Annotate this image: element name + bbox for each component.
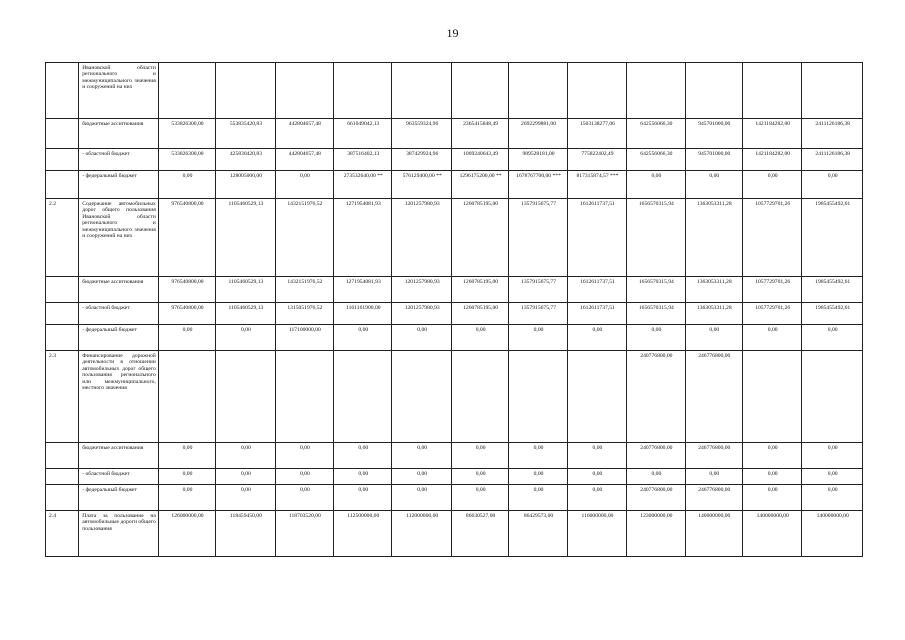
value-cell: 0,00	[392, 443, 451, 469]
value-cell: 0,00	[685, 469, 742, 485]
row-index-cell	[46, 277, 79, 303]
value-cell: 1656570315,94	[627, 199, 685, 277]
value-cell: 0,00	[334, 485, 392, 511]
value-cell: 1260785195,00	[451, 277, 508, 303]
value-cell: 0,00	[802, 469, 863, 485]
value-cell: 1105460529,13	[216, 199, 275, 277]
table-row	[46, 199, 863, 277]
value-cell: 0,00	[216, 443, 275, 469]
row-label-cell: - федеральный бюджет	[79, 325, 159, 351]
value-cell: 140000000,00	[802, 511, 863, 557]
value-cell: 0,00	[392, 469, 451, 485]
value-cell	[275, 63, 333, 119]
value-cell: 112500000,00	[334, 511, 392, 557]
value-cell: 0,00	[627, 325, 685, 351]
value-cell: 1363053311,28	[685, 199, 742, 277]
value-cell: 387516402,13	[334, 149, 392, 171]
row-index-cell	[46, 469, 79, 485]
value-cell: 0,00	[334, 443, 392, 469]
value-cell: 240776800,00	[627, 485, 685, 511]
value-cell: 0,00	[802, 325, 863, 351]
value-cell: 123000000,00	[627, 511, 685, 557]
value-cell	[451, 351, 508, 443]
value-cell: 1432151976,52	[275, 277, 333, 303]
value-cell: 1057729701,26	[742, 303, 801, 325]
row-label-cell: Содержание автомобильных дорог общего пользования Ивановской области регионального и межмуниципального значения и сооружений на них	[79, 199, 159, 277]
value-cell: 1656570315,94	[627, 277, 685, 303]
value-cell: 0,00	[392, 485, 451, 511]
value-cell: 126000000,00	[158, 511, 215, 557]
value-cell: 1985455492,61	[802, 303, 863, 325]
value-cell: 0,00	[802, 443, 863, 469]
value-cell: 553835420,83	[216, 119, 275, 149]
value-cell	[802, 351, 863, 443]
value-cell: 576129400,00 **	[392, 171, 451, 199]
table-row	[46, 485, 863, 511]
value-cell: 1105460529,13	[216, 277, 275, 303]
value-cell: 2692299881,00	[509, 119, 567, 149]
value-cell	[509, 351, 567, 443]
value-cell: 0,00	[275, 171, 333, 199]
value-cell	[216, 63, 275, 119]
row-label-cell: - федеральный бюджет	[79, 485, 159, 511]
value-cell: 0,00	[216, 325, 275, 351]
table-row	[46, 351, 863, 443]
value-cell: 976540800,00	[158, 303, 215, 325]
row-label-cell: бюджетные ассигнования	[79, 277, 159, 303]
table-row	[46, 63, 863, 119]
value-cell: 387429924,96	[392, 149, 451, 171]
value-cell	[158, 351, 215, 443]
row-index-cell	[46, 149, 79, 171]
value-cell: 661049042,13	[334, 119, 392, 149]
page-number: 19	[446, 26, 459, 40]
value-cell: 945701000,00	[685, 149, 742, 171]
table-row	[46, 443, 863, 469]
value-cell: 112000000,00	[392, 511, 451, 557]
row-index-cell	[46, 63, 79, 119]
value-cell: 2365415848,49	[451, 119, 508, 149]
value-cell	[567, 351, 626, 443]
value-cell	[627, 63, 685, 119]
value-cell: 533826300,00	[158, 119, 215, 149]
row-label-cell: Плата за пользование на автомобильные дороги общего пользования	[79, 511, 159, 557]
value-cell: 246776800,00	[685, 443, 742, 469]
value-cell: 2411126186,38	[802, 119, 863, 149]
value-cell: 817315874,57 ***	[567, 171, 626, 199]
value-cell: 989528181,00	[509, 149, 567, 171]
table-row	[46, 325, 863, 351]
value-cell: 1357915675,77	[509, 199, 567, 277]
value-cell: 1201257980,93	[392, 277, 451, 303]
value-cell: 0,00	[509, 469, 567, 485]
value-cell: 2411126186,38	[802, 149, 863, 171]
row-index-cell	[46, 443, 79, 469]
value-cell: 0,00	[275, 469, 333, 485]
value-cell: 0,00	[742, 485, 801, 511]
value-cell: 1057729701,26	[742, 199, 801, 277]
value-cell: 945701000,00	[685, 119, 742, 149]
value-cell: 1421184282,00	[742, 119, 801, 149]
budget-table-body	[46, 63, 863, 557]
row-index-cell	[46, 303, 79, 325]
value-cell: 1201257980,93	[392, 303, 451, 325]
value-cell: 117100000,00	[275, 325, 333, 351]
row-index-cell	[46, 119, 79, 149]
value-cell: 273532640,00 **	[334, 171, 392, 199]
value-cell: 1985455492,61	[802, 277, 863, 303]
value-cell	[392, 351, 451, 443]
value-cell	[742, 351, 801, 443]
value-cell: 1315051976,52	[275, 303, 333, 325]
value-cell: 0,00	[627, 171, 685, 199]
value-cell: 533826300,00	[158, 149, 215, 171]
value-cell: 0,00	[275, 485, 333, 511]
value-cell: 0,00	[685, 171, 742, 199]
value-cell: 1069240643,49	[451, 149, 508, 171]
value-cell: 0,00	[451, 485, 508, 511]
value-cell: 1357915675,77	[509, 277, 567, 303]
value-cell: 0,00	[158, 325, 215, 351]
value-cell	[334, 63, 392, 119]
value-cell: 0,00	[685, 325, 742, 351]
value-cell: 0,00	[451, 443, 508, 469]
value-cell: 425830420,83	[216, 149, 275, 171]
value-cell: 0,00	[802, 485, 863, 511]
value-cell: 0,00	[509, 485, 567, 511]
value-cell: 1985455492,61	[802, 199, 863, 277]
value-cell: 140000000,00	[685, 511, 742, 557]
value-cell: 0,00	[392, 325, 451, 351]
table-row	[46, 171, 863, 199]
row-index-cell	[46, 325, 79, 351]
value-cell: 976540800,00	[158, 277, 215, 303]
value-cell: 1057729701,26	[742, 277, 801, 303]
table-row	[46, 277, 863, 303]
value-cell: 1612611737,51	[567, 199, 626, 277]
value-cell: 1271954081,93	[334, 199, 392, 277]
value-cell: 240776800,00	[627, 351, 685, 443]
value-cell: 1678767700,00 ***	[509, 171, 567, 199]
value-cell: 0,00	[158, 171, 215, 199]
value-cell: 0,00	[567, 469, 626, 485]
value-cell: 0,00	[216, 485, 275, 511]
value-cell: 0,00	[334, 469, 392, 485]
value-cell: 0,00	[451, 325, 508, 351]
value-cell: 118703520,00	[275, 511, 333, 557]
value-cell: 1656570315,94	[627, 303, 685, 325]
value-cell: 0,00	[742, 443, 801, 469]
row-label-cell: - областной бюджет	[79, 149, 159, 171]
value-cell: 246776800,00	[685, 351, 742, 443]
value-cell	[802, 63, 863, 119]
value-cell: 0,00	[802, 171, 863, 199]
value-cell: 0,00	[567, 485, 626, 511]
value-cell: 1296175200,00 **	[451, 171, 508, 199]
row-index-cell: 2.4	[46, 511, 79, 557]
table-row	[46, 469, 863, 485]
value-cell: 1612611737,51	[567, 303, 626, 325]
row-label-cell: бюджетные ассигнования	[79, 443, 159, 469]
value-cell: 0,00	[158, 469, 215, 485]
value-cell: 86429573,00	[509, 511, 567, 557]
value-cell: 0,00	[509, 325, 567, 351]
value-cell: 1260785195,00	[451, 199, 508, 277]
value-cell	[158, 63, 215, 119]
value-cell: 642556066,30	[627, 149, 685, 171]
value-cell: 0,00	[567, 443, 626, 469]
budget-table	[45, 62, 863, 557]
row-label-cell: Финансирование дорожной деятельности в отношении автомобильных дорог общего пользования регионального или межмуниципального, местного значения	[79, 351, 159, 443]
table-row	[46, 119, 863, 149]
value-cell: 775822402,49	[567, 149, 626, 171]
value-cell	[742, 63, 801, 119]
value-cell: 976540800,00	[158, 199, 215, 277]
table-row	[46, 149, 863, 171]
value-cell: 1260785195,00	[451, 303, 508, 325]
row-index-cell	[46, 485, 79, 511]
row-label-cell: бюджетные ассигнования	[79, 119, 159, 149]
value-cell: 116000000,00	[567, 511, 626, 557]
row-label-cell: - областной бюджет	[79, 469, 159, 485]
value-cell: 1201257980,93	[392, 199, 451, 277]
value-cell	[567, 63, 626, 119]
value-cell: 1357915675,77	[509, 303, 567, 325]
value-cell: 0,00	[158, 485, 215, 511]
value-cell: 963559324,96	[392, 119, 451, 149]
value-cell	[216, 351, 275, 443]
value-cell: 642556066,30	[627, 119, 685, 149]
value-cell	[451, 63, 508, 119]
value-cell: 246776800,00	[685, 485, 742, 511]
row-index-cell	[46, 171, 79, 199]
value-cell	[334, 351, 392, 443]
value-cell: 0,00	[742, 469, 801, 485]
value-cell: 0,00	[275, 443, 333, 469]
value-cell: 0,00	[742, 325, 801, 351]
value-cell: 140000000,00	[742, 511, 801, 557]
value-cell: 1363053311,28	[685, 303, 742, 325]
value-cell: 1105460529,13	[216, 303, 275, 325]
value-cell: 0,00	[627, 469, 685, 485]
value-cell: 1161161900,00	[334, 303, 392, 325]
value-cell: 442804657,48	[275, 149, 333, 171]
value-cell	[685, 63, 742, 119]
value-cell: 128005000,00	[216, 171, 275, 199]
value-cell: 0,00	[509, 443, 567, 469]
value-cell: 0,00	[742, 171, 801, 199]
value-cell: 118459450,00	[216, 511, 275, 557]
row-index-cell: 2.2	[46, 199, 79, 277]
value-cell: 86630527,00	[451, 511, 508, 557]
row-label-cell: Ивановской области регионального и межмуниципального значения и сооружений на них	[79, 63, 159, 119]
value-cell	[392, 63, 451, 119]
value-cell: 0,00	[567, 325, 626, 351]
value-cell: 1503138277,06	[567, 119, 626, 149]
value-cell: 0,00	[216, 469, 275, 485]
value-cell: 0,00	[334, 325, 392, 351]
table-row	[46, 511, 863, 557]
table-row	[46, 303, 863, 325]
value-cell: 1612611737,51	[567, 277, 626, 303]
row-index-cell: 2.3	[46, 351, 79, 443]
value-cell	[509, 63, 567, 119]
value-cell: 1432151976,52	[275, 199, 333, 277]
value-cell: 0,00	[451, 469, 508, 485]
value-cell: 1271954081,93	[334, 277, 392, 303]
row-label-cell: - федеральный бюджет	[79, 171, 159, 199]
value-cell: 1363053311,28	[685, 277, 742, 303]
value-cell	[275, 351, 333, 443]
value-cell: 442804657,48	[275, 119, 333, 149]
row-label-cell: - областной бюджет	[79, 303, 159, 325]
value-cell: 0,00	[158, 443, 215, 469]
value-cell: 1421184282,00	[742, 149, 801, 171]
value-cell: 240776800,00	[627, 443, 685, 469]
